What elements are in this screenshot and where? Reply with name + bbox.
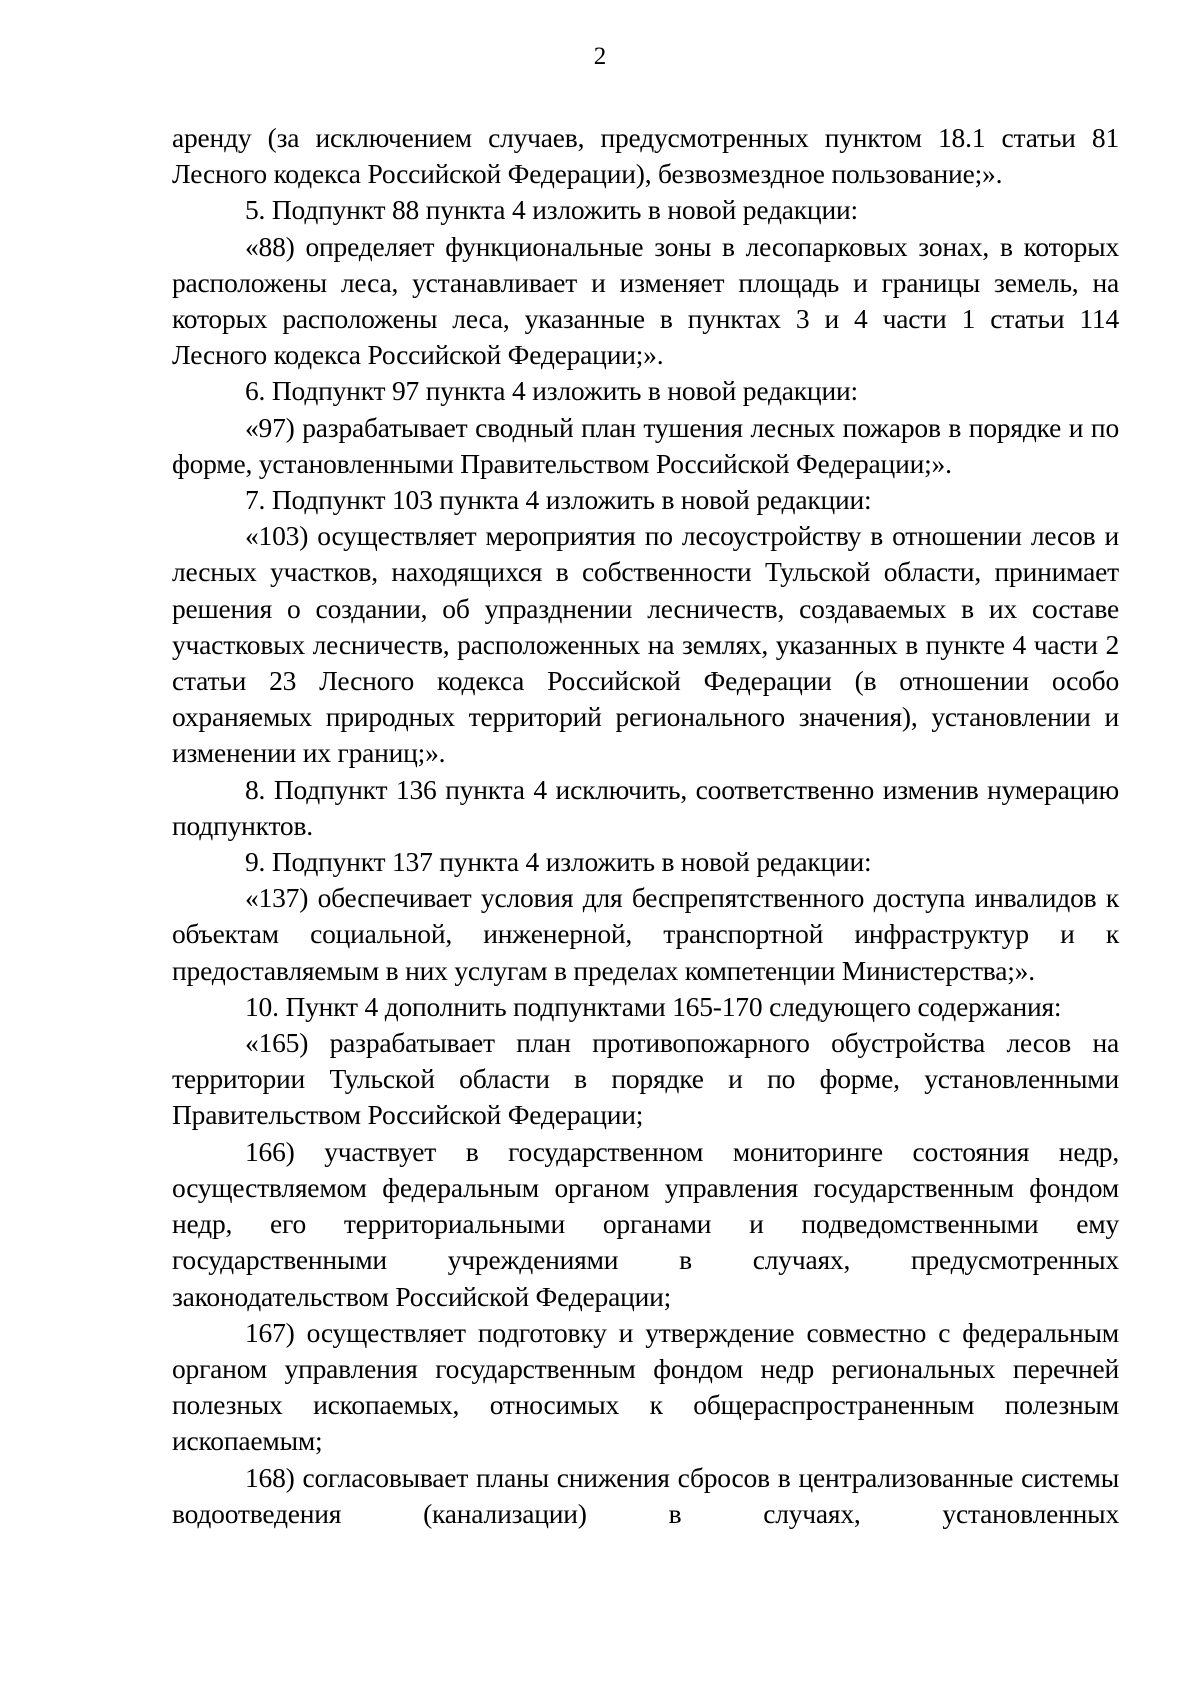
paragraph: 7. Подпункт 103 пункта 4 изложить в новой редакции:	[245, 484, 872, 516]
paragraph: аренду (за исключением случаев, предусмотренных пунктом 18.1 статьи 81 Лесного кодекса Российской Федерации), безвозмездное пользование;».	[172, 122, 1119, 190]
paragraph: 10. Пункт 4 дополнить подпунктами 165-170 следующего содержания:	[245, 990, 1062, 1022]
paragraph: 5. Подпункт 88 пункта 4 изложить в новой редакции:	[245, 194, 858, 226]
paragraph: «165) разрабатывает план противопожарного обустройства лесов на территории Тульской области в порядке и по форме, установленными Правительством Российской Федерации;	[172, 1027, 1119, 1131]
paragraph: «103) осуществляет мероприятия по лесоустройству в отношении лесов и лесных участков, находящихся в собственности Тульской области, принимает решения о создании, об упразднении лесничеств, создаваемых в их составе участковых лесничеств, расположенных на землях, указанных в пункте 4 части 2 статьи 23 Лесного кодекса Российской Федерации (в отношении особо охраняемых природных территорий регионального значения), установлении и изменении их границ;».	[172, 520, 1119, 769]
paragraph: 168) согласовывает планы снижения сбросов в централизованные системы водоотведения (канализации) в случаях, установленных	[172, 1461, 1119, 1529]
document-body	[172, 120, 1119, 1532]
page-number: 2	[593, 43, 607, 70]
paragraph: 8. Подпункт 136 пункта 4 исключить, соответственно изменив нумерацию подпунктов.	[172, 773, 1119, 841]
paragraph: 166) участвует в государственном мониторинге состояния недр, осуществляемом федеральным органом управления государственным фондом недр, его территориальными органами и подведомственными ему государственными учреждениями в случаях, предусмотренных законодательством Российской Федерации;	[172, 1135, 1119, 1312]
paragraph: 9. Подпункт 137 пункта 4 изложить в новой редакции:	[245, 846, 872, 878]
paragraph: «97) разрабатывает сводный план тушения лесных пожаров в порядке и по форме, установленными Правительством Российской Федерации;».	[172, 411, 1119, 479]
paragraph: «88) определяет функциональные зоны в лесопарковых зонах, в которых расположены леса, устанавливает и изменяет площадь и границы земель, на которых расположены леса, указанные в пунктах 3 и 4 части 1 статьи 114 Лесного кодекса Российской Федерации;».	[172, 230, 1119, 371]
paragraph: «137) обеспечивает условия для беспрепятственного доступа инвалидов к объектам социальной, инженерной, транспортной инфраструктур и к предоставляемым в них услугам в пределах компетенции Министерства;».	[172, 882, 1119, 986]
paragraph: 167) осуществляет подготовку и утверждение совместно с федеральным органом управления государственным фондом недр региональных перечней полезных ископаемых, относимых к общераспространенным полезным ископаемым;	[172, 1316, 1119, 1457]
paragraph: 6. Подпункт 97 пункта 4 изложить в новой редакции:	[245, 375, 858, 407]
